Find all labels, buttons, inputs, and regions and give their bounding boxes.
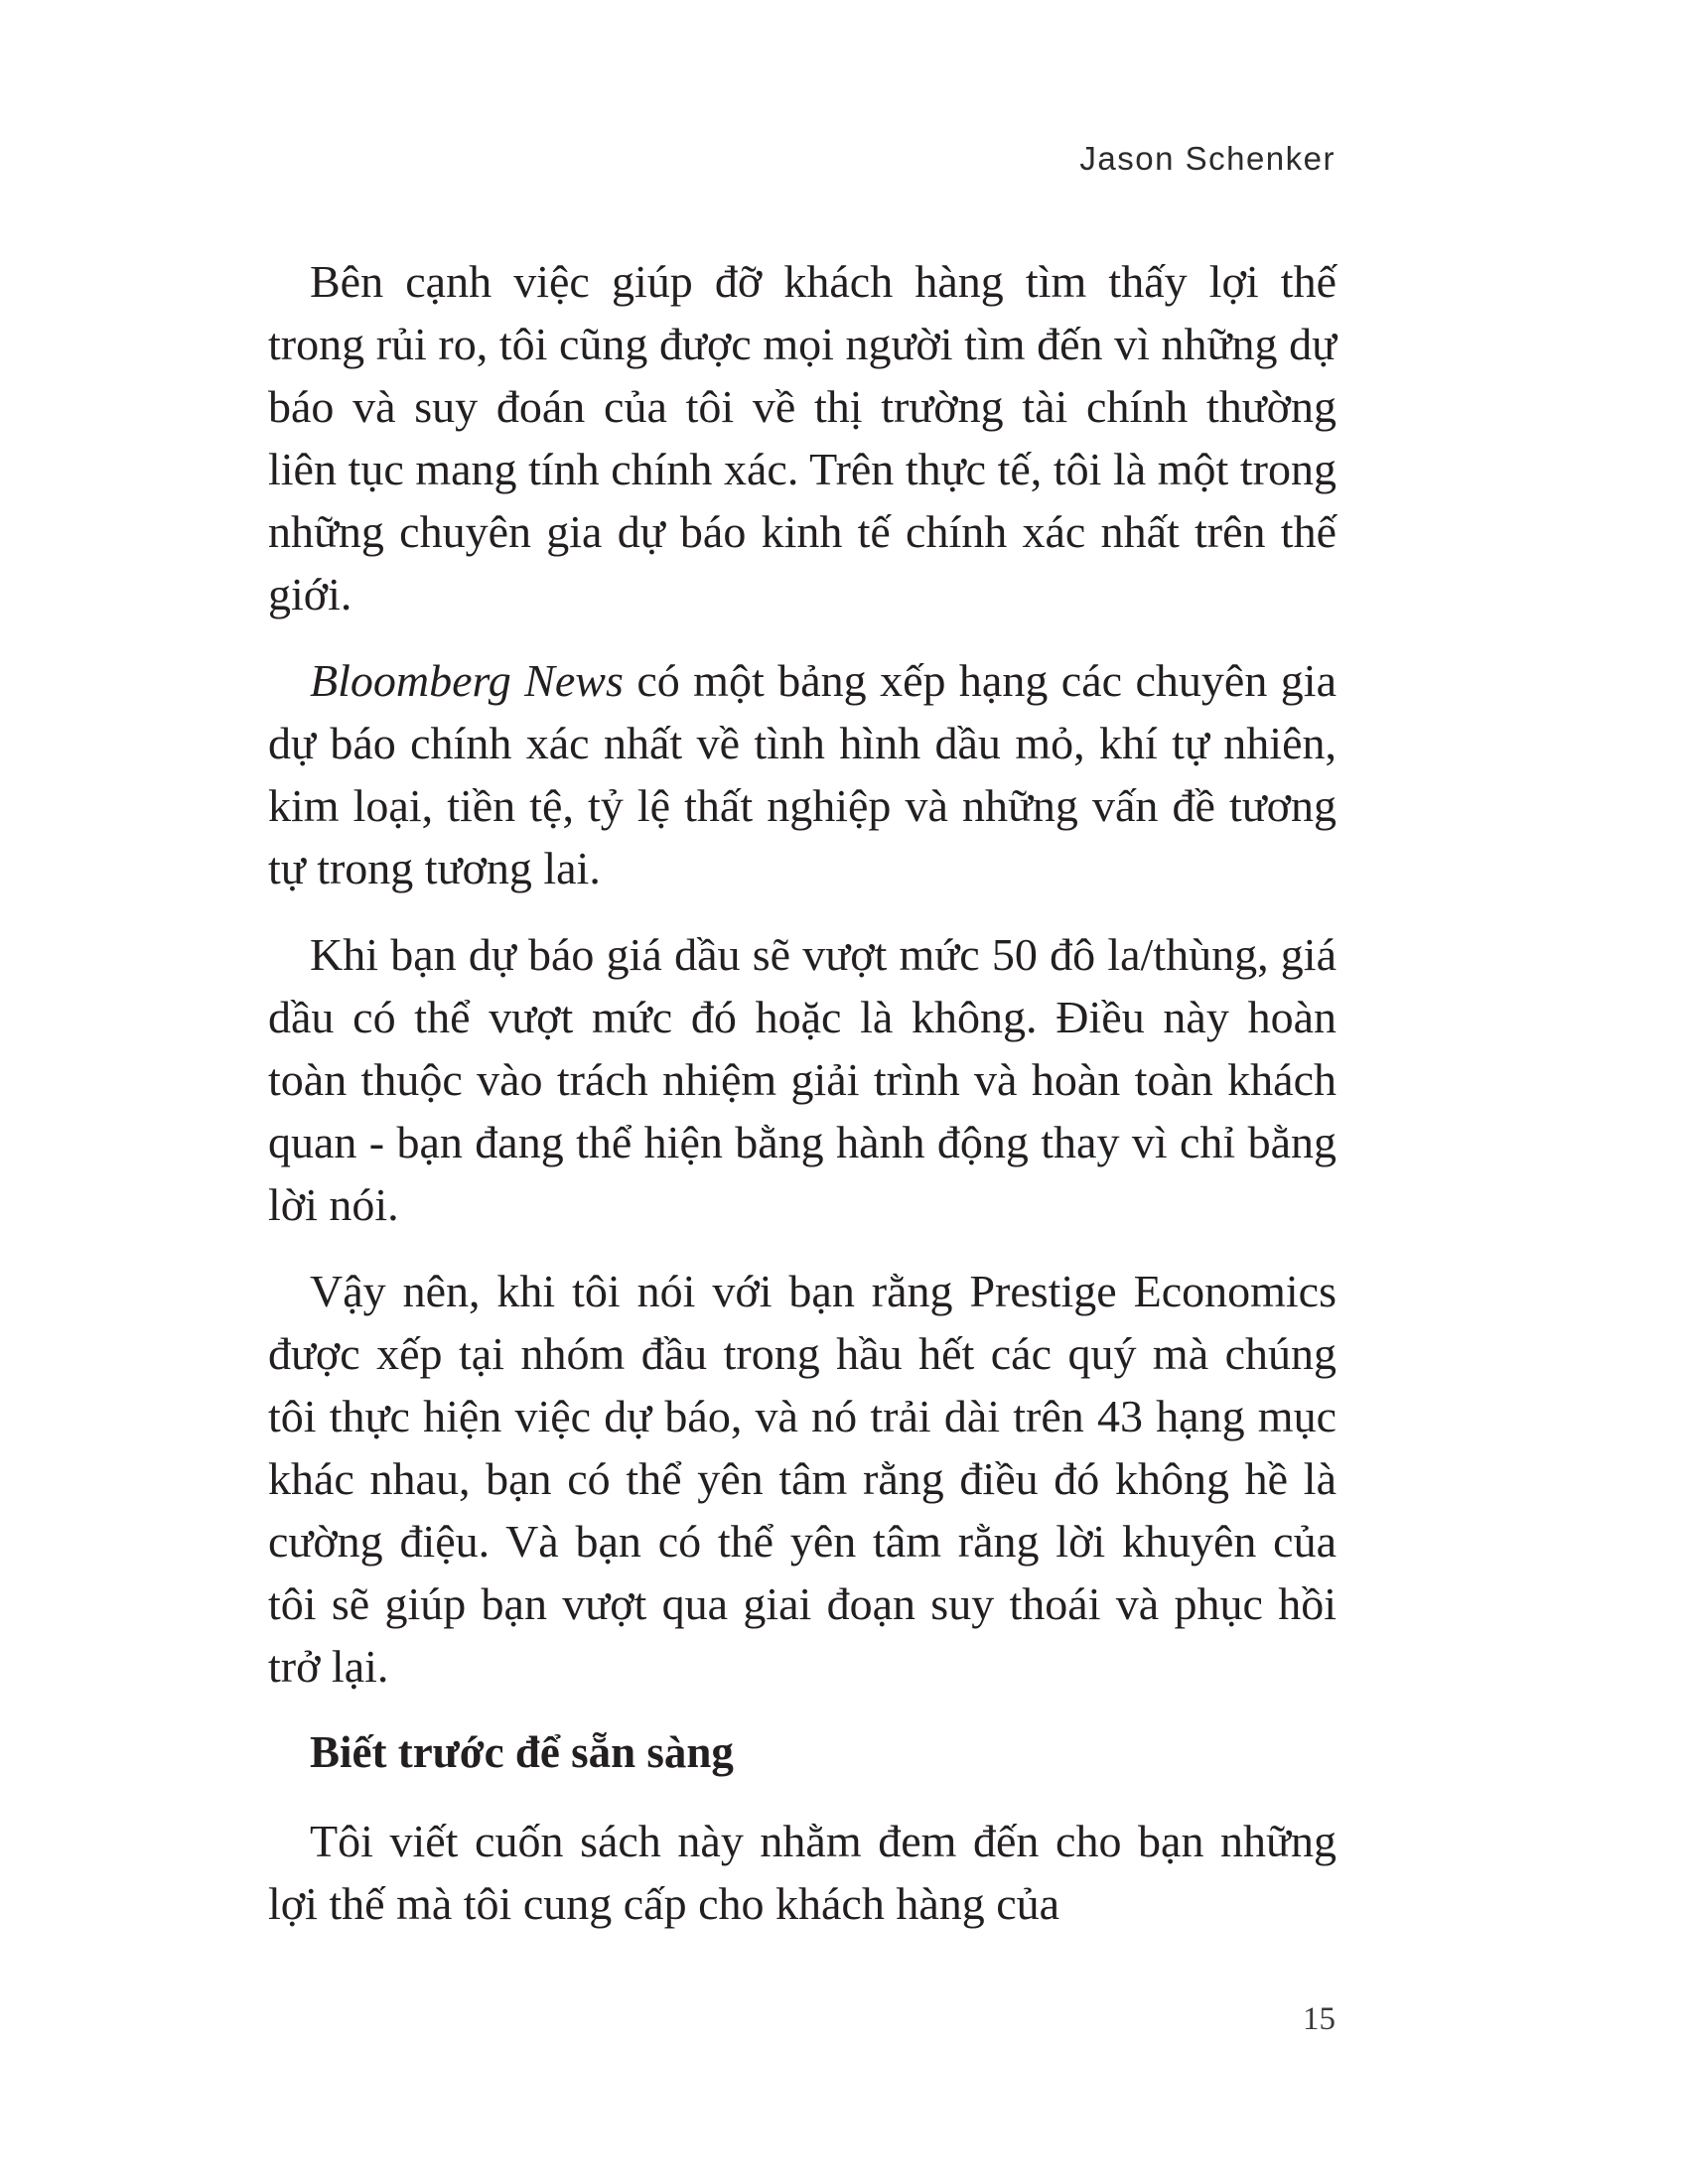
paragraph-5: Tôi viết cuốn sách này nhằm đem đến cho bạn những lợi thế mà tôi cung cấp cho khách hàng của <box>268 1816 1336 1929</box>
running-header-author: Jason Schenker <box>1079 140 1336 177</box>
paragraph-3: Khi bạn dự báo giá dầu sẽ vượt mức 50 đô la/thùng, giá dầu có thể vượt mức đó hoặc là không. Điều này hoàn toàn thuộc vào trách nhiệm giải trình và hoàn toàn khách quan - bạn đang thể hiện bằng hành động thay vì chỉ bằng lời nói. <box>268 929 1336 1230</box>
paragraph-2-text: có một bảng xếp hạng các chuyên gia dự báo chính xác nhất về tình hình dầu mỏ, khí tự nhiên, kim loại, tiền tệ, tỷ lệ thất nghiệp và những vấn đề tương tự trong tương lai. <box>268 655 1336 893</box>
paragraph-4: Vậy nên, khi tôi nói với bạn rằng Prestige Economics được xếp tại nhóm đầu trong hầu hết các quý mà chúng tôi thực hiện việc dự báo, và nó trải dài trên 43 hạng mục khác nhau, bạn có thể yên tâm rằng điều đó không hề là cường điệu. Và bạn có thể yên tâm rằng lời khuyên của tôi sẽ giúp bạn vượt qua giai đoạn suy thoái và phục hồi trở lại. <box>268 1266 1336 1692</box>
page-text-block <box>268 250 1336 1959</box>
paragraph-1: Bên cạnh việc giúp đỡ khách hàng tìm thấy lợi thế trong rủi ro, tôi cũng được mọi người tìm đến vì những dự báo và suy đoán của tôi về thị trường tài chính thường liên tục mang tính chính xác. Trên thực tế, tôi là một trong những chuyên gia dự báo kinh tế chính xác nhất trên thế giới. <box>268 256 1336 619</box>
publication-name-italic: Bloomberg News <box>310 655 624 706</box>
page-number: 15 <box>1303 2001 1336 2037</box>
paragraph-2 <box>268 649 1336 899</box>
section-heading: Biết trước để sẵn sàng <box>310 1727 734 1777</box>
